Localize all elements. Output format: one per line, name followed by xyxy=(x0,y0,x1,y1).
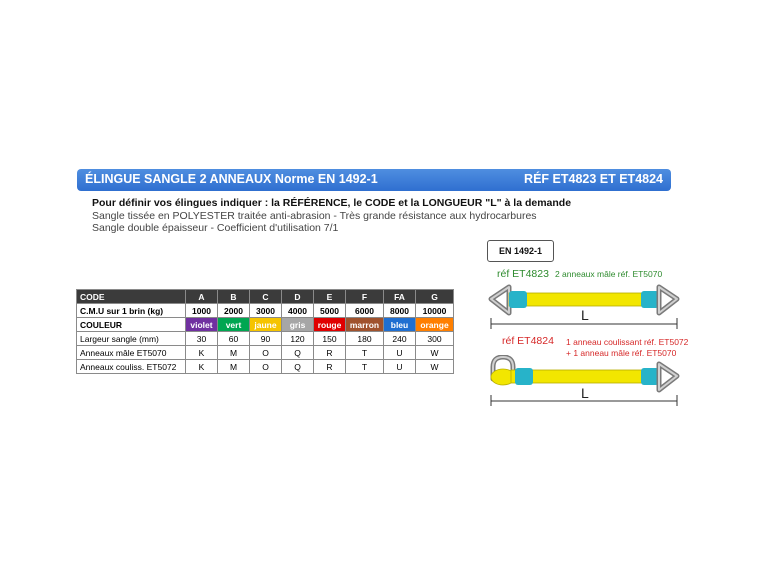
table-cell: 3000 xyxy=(250,304,282,318)
table-cell: T xyxy=(346,360,384,374)
table-cell: O xyxy=(250,346,282,360)
ref-et4824: réf ET4824 xyxy=(502,335,554,347)
table-cell: 1000 xyxy=(186,304,218,318)
sling-et4823-illustration xyxy=(485,283,685,335)
table-cell: R xyxy=(314,346,346,360)
sleeve-left xyxy=(509,291,527,308)
header-cell: FA xyxy=(384,290,416,304)
spec-table xyxy=(76,289,454,374)
table-header-row xyxy=(77,290,454,304)
table-cell: 180 xyxy=(346,332,384,346)
table-row-largeur xyxy=(77,332,454,346)
table-cell: 10000 xyxy=(416,304,454,318)
table-cell: W xyxy=(416,346,454,360)
color-cell: jaune xyxy=(250,318,282,332)
table-cell: 90 xyxy=(250,332,282,346)
row-label: Anneaux mâle ET5070 xyxy=(77,346,186,360)
header-cell: B xyxy=(218,290,250,304)
ref-et4824-note-2: + 1 anneau mâle réf. ET5070 xyxy=(566,348,677,358)
ref-et4824-note-1: 1 anneau coulissant réf. ET5072 xyxy=(566,337,689,347)
table-cell: U xyxy=(384,360,416,374)
color-cell: rouge xyxy=(314,318,346,332)
table-cell: 6000 xyxy=(346,304,384,318)
table-cell: M xyxy=(218,360,250,374)
header-cell: C xyxy=(250,290,282,304)
table-cell: 60 xyxy=(218,332,250,346)
dimension-label: L xyxy=(581,307,589,323)
intro-line-1: Pour définir vos élingues indiquer : la RÉFÉRENCE, le CODE et la LONGUEUR "L" à la demande xyxy=(92,197,572,209)
table-cell: 2000 xyxy=(218,304,250,318)
table-cell: 4000 xyxy=(282,304,314,318)
row-label: C.M.U sur 1 brin (kg) xyxy=(77,304,186,318)
header-cell: CODE xyxy=(77,290,186,304)
table-cell: T xyxy=(346,346,384,360)
intro-text xyxy=(92,197,571,235)
header-cell: G xyxy=(416,290,454,304)
sling-et4824-illustration xyxy=(485,355,685,410)
sleeve-right xyxy=(641,368,659,385)
table-cell: 240 xyxy=(384,332,416,346)
title-bar xyxy=(77,169,671,191)
color-cell: gris xyxy=(282,318,314,332)
color-cell: violet xyxy=(186,318,218,332)
page-title: ÉLINGUE SANGLE 2 ANNEAUX Norme EN 1492-1 xyxy=(85,172,378,186)
table-cell: 8000 xyxy=(384,304,416,318)
intro-line-2: Sangle tissée en POLYESTER traitée anti-abrasion - Très grande résistance aux hydrocarbures xyxy=(92,209,537,222)
table-cell: 300 xyxy=(416,332,454,346)
table-cell: 150 xyxy=(314,332,346,346)
ref-et4823: réf ET4823 xyxy=(497,268,549,280)
dimension-label: L xyxy=(581,385,589,401)
table-row-anneaux-couliss xyxy=(77,360,454,374)
norm-badge: EN 1492-1 xyxy=(487,240,554,262)
color-cell: orange xyxy=(416,318,454,332)
color-cell: bleu xyxy=(384,318,416,332)
ref-et4823-label xyxy=(497,268,662,280)
header-cell: D xyxy=(282,290,314,304)
table-cell: Q xyxy=(282,346,314,360)
ref-et4823-note: 2 anneaux mâle réf. ET5070 xyxy=(554,269,663,279)
reference-title: RÉF ET4823 ET ET4824 xyxy=(524,172,663,186)
color-cell: vert xyxy=(218,318,250,332)
table-cell: K xyxy=(186,360,218,374)
color-cell: marron xyxy=(346,318,384,332)
row-label: Largeur sangle (mm) xyxy=(77,332,186,346)
table-cell: 30 xyxy=(186,332,218,346)
table-row-cmu xyxy=(77,304,454,318)
sleeve-left xyxy=(515,368,533,385)
row-label: COULEUR xyxy=(77,318,186,332)
table-cell: W xyxy=(416,360,454,374)
webbing-strap xyxy=(509,293,659,306)
table-cell: 5000 xyxy=(314,304,346,318)
sleeve-right xyxy=(641,291,659,308)
table-cell: M xyxy=(218,346,250,360)
intro-line-3: Sangle double épaisseur - Coefficient d'utilisation 7/1 xyxy=(92,222,339,234)
header-cell: F xyxy=(346,290,384,304)
table-row-anneaux-male xyxy=(77,346,454,360)
table-cell: R xyxy=(314,360,346,374)
table-cell: O xyxy=(250,360,282,374)
table-cell: 120 xyxy=(282,332,314,346)
table-cell: K xyxy=(186,346,218,360)
table-row-couleur xyxy=(77,318,454,332)
row-label: Anneaux couliss. ET5072 xyxy=(77,360,186,374)
header-cell: A xyxy=(186,290,218,304)
table-cell: Q xyxy=(282,360,314,374)
webbing-strap xyxy=(511,370,659,383)
header-cell: E xyxy=(314,290,346,304)
table-cell: U xyxy=(384,346,416,360)
